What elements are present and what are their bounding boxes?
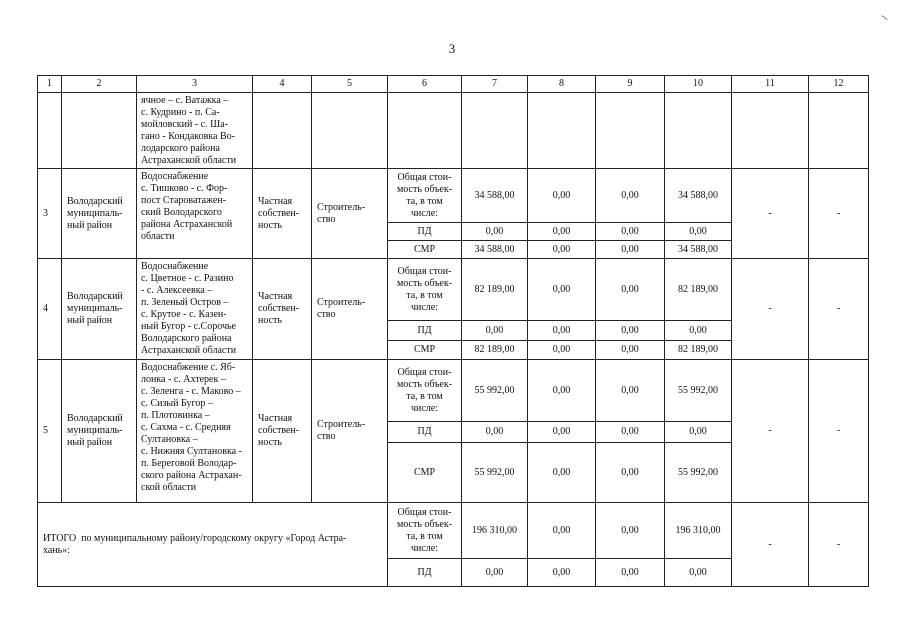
pd-value: 0,00 [665, 223, 732, 241]
header-cell: 2 [62, 76, 137, 93]
total-cost-label: Общая стои- мость объек- та, в том числе: [388, 503, 462, 559]
col11-dash: - [732, 169, 809, 259]
smr-value: 0,00 [596, 341, 665, 360]
smr-value: 55 992,00 [462, 443, 528, 503]
work-type-cell: Строитель- ство [312, 360, 388, 503]
total-cost-value: 0,00 [596, 360, 665, 422]
table-row [38, 360, 869, 422]
total-cost-value: 55 992,00 [462, 360, 528, 422]
table-row [38, 169, 869, 223]
table-row [38, 259, 869, 321]
smr-value: 0,00 [596, 241, 665, 259]
pd-value: 0,00 [665, 321, 732, 341]
pd-value: 0,00 [596, 559, 665, 587]
scan-mark [881, 15, 887, 20]
header-cell: 5 [312, 76, 388, 93]
total-row [38, 503, 869, 559]
header-cell: 8 [528, 76, 596, 93]
object-description: Водоснабжение с. Цветное - с. Разино - с. Алексеевка – п. Зеленый Остров – с. Крутое - с. Казен- ный Бугор - с.Сорочье Володарского района Астраханской области [137, 259, 253, 360]
empty-cell [462, 93, 528, 169]
smr-value: 0,00 [528, 241, 596, 259]
empty-cell [528, 93, 596, 169]
total-cost-value: 34 588,00 [665, 169, 732, 223]
pd-value: 0,00 [596, 422, 665, 443]
header-cell: 6 [388, 76, 462, 93]
smr-value: 82 189,00 [462, 341, 528, 360]
municipality-cell: Володарский муниципаль- ный район [62, 169, 137, 259]
total-cost-label: Общая стои- мость объек- та, в том числе: [388, 169, 462, 223]
smr-value: 34 588,00 [665, 241, 732, 259]
empty-cell [253, 93, 312, 169]
col12-dash: - [809, 360, 869, 503]
empty-cell [665, 93, 732, 169]
smr-label: СМР [388, 241, 462, 259]
pd-value: 0,00 [462, 422, 528, 443]
total-cost-value: 196 310,00 [665, 503, 732, 559]
page-number: 3 [448, 41, 456, 56]
total-cost-value: 34 588,00 [462, 169, 528, 223]
header-cell: 10 [665, 76, 732, 93]
pd-value: 0,00 [665, 559, 732, 587]
empty-cell [388, 93, 462, 169]
total-cost-value: 0,00 [528, 259, 596, 321]
empty-cell [312, 93, 388, 169]
object-description: Водоснабжение с. Яб- лонка - с. Ахтерек – с. Зеленга - с. Маково – с. Сизый Бугор – п. Плотовинка – с. Сахма - с. Средняя Султановка – с. Нижняя Султановка - п. Береговой Володар- ского района Астрахан- ской области [137, 360, 253, 503]
pd-value: 0,00 [596, 321, 665, 341]
pd-value: 0,00 [528, 559, 596, 587]
header-cell: 12 [809, 76, 869, 93]
header-cell: 11 [732, 76, 809, 93]
smr-value: 82 189,00 [665, 341, 732, 360]
pd-value: 0,00 [462, 559, 528, 587]
total-cost-label: Общая стои- мость объек- та, в том числе: [388, 259, 462, 321]
col12-dash: - [809, 503, 869, 587]
ownership-cell: Частная собствен- ность [253, 259, 312, 360]
pd-value: 0,00 [462, 321, 528, 341]
pd-value: 0,00 [528, 321, 596, 341]
row-number: 5 [38, 360, 62, 503]
header-cell: 3 [137, 76, 253, 93]
total-cost-value: 55 992,00 [665, 360, 732, 422]
object-description: ячное – с. Ватажка – с. Кудрино - п. Са- мойловский - с. Ша- гано - Кондаковка Во- лодарского района Астраханской области [137, 93, 253, 169]
empty-cell [732, 93, 809, 169]
col11-dash: - [732, 503, 809, 587]
pd-value: 0,00 [596, 223, 665, 241]
empty-cell [38, 93, 62, 169]
row-number: 4 [38, 259, 62, 360]
total-cost-value: 0,00 [528, 503, 596, 559]
smr-label: СМР [388, 341, 462, 360]
smr-value: 0,00 [528, 341, 596, 360]
pd-label: ПД [388, 321, 462, 341]
municipality-cell: Володарский муниципаль- ный район [62, 259, 137, 360]
object-description: Водоснабжение с. Тишково - с. Фор- пост Староватажен- ский Володарского района Астраханской области [137, 169, 253, 259]
total-cost-value: 0,00 [596, 259, 665, 321]
empty-cell [809, 93, 869, 169]
row-number: 3 [38, 169, 62, 259]
smr-label: СМР [388, 443, 462, 503]
work-type-cell: Строитель- ство [312, 169, 388, 259]
smr-value: 0,00 [528, 443, 596, 503]
smr-value: 0,00 [596, 443, 665, 503]
total-cost-label: Общая стои- мость объек- та, в том числе: [388, 360, 462, 422]
pd-label: ПД [388, 422, 462, 443]
empty-cell [62, 93, 137, 169]
col11-dash: - [732, 259, 809, 360]
total-cost-value: 196 310,00 [462, 503, 528, 559]
col12-dash: - [809, 259, 869, 360]
header-cell: 7 [462, 76, 528, 93]
total-cost-value: 82 189,00 [462, 259, 528, 321]
total-cost-value: 0,00 [528, 169, 596, 223]
header-cell: 1 [38, 76, 62, 93]
total-cost-value: 82 189,00 [665, 259, 732, 321]
header-cell: 4 [253, 76, 312, 93]
ownership-cell: Частная собствен- ность [253, 169, 312, 259]
municipality-cell: Володарский муниципаль- ный район [62, 360, 137, 503]
pd-value: 0,00 [528, 223, 596, 241]
total-cost-value: 0,00 [596, 503, 665, 559]
pd-value: 0,00 [462, 223, 528, 241]
col11-dash: - [732, 360, 809, 503]
col12-dash: - [809, 169, 869, 259]
total-row-label: ИТОГО по муниципальному району/городскому округу «Город Астра- хань»: [38, 503, 388, 587]
pd-label: ПД [388, 559, 462, 587]
smr-value: 34 588,00 [462, 241, 528, 259]
empty-cell [596, 93, 665, 169]
header-row [38, 76, 869, 93]
pd-label: ПД [388, 223, 462, 241]
continuation-row [38, 93, 869, 169]
total-cost-value: 0,00 [528, 360, 596, 422]
ownership-cell: Частная собствен- ность [253, 360, 312, 503]
header-cell: 9 [596, 76, 665, 93]
pd-value: 0,00 [665, 422, 732, 443]
total-cost-value: 0,00 [596, 169, 665, 223]
smr-value: 55 992,00 [665, 443, 732, 503]
pd-value: 0,00 [528, 422, 596, 443]
work-type-cell: Строитель- ство [312, 259, 388, 360]
data-table [37, 75, 869, 587]
